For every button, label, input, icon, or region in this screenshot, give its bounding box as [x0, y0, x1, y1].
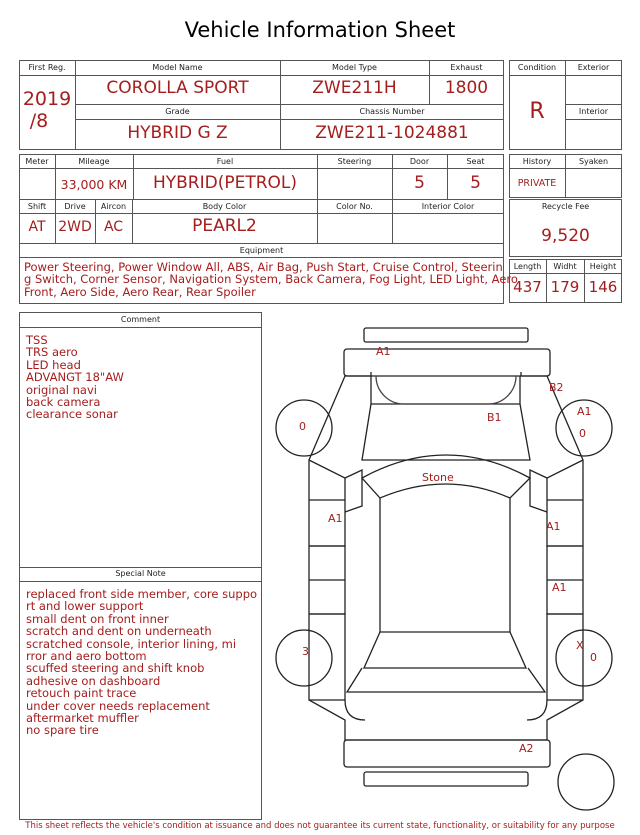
mark-right-front-wheel-b: 0	[579, 427, 586, 440]
mark-right-rear-door: A1	[552, 581, 567, 594]
equipment-line: Power Steering, Power Window All, ABS, Air Bag, Push Start, Cruise Control, Steerin	[24, 260, 503, 274]
equipment-line: g Switch, Corner Sensor, Navigation System, Back Camera, Fog Light, LED Light, Aero	[24, 272, 518, 287]
special-note-line: no spare tire	[26, 723, 99, 738]
model-type-label: Model Type	[332, 63, 377, 72]
grade-value: HYBRID G Z	[127, 123, 228, 143]
special-note-line: rt and lower support	[26, 599, 144, 614]
special-note-line: retouch paint trace	[26, 686, 137, 701]
comment-line: ADVANGT 18"AW	[26, 370, 124, 385]
aircon-value: AC	[103, 219, 124, 235]
seat-label: Seat	[466, 157, 485, 166]
fuel-label: Fuel	[216, 157, 234, 166]
comment-line: clearance sonar	[26, 407, 118, 422]
syaken-label: Syaken	[578, 157, 609, 166]
interior-color-label: Interior Color	[421, 202, 475, 211]
special-note-line: scratch and dent on underneath	[26, 624, 212, 639]
meter-label: Meter	[25, 157, 49, 166]
equipment-line: Front, Aero Side, Aero Rear, Rear Spoiler	[24, 284, 256, 299]
comment-line: TRS aero	[26, 345, 78, 360]
special-note-line: scratched console, interior lining, mi	[26, 636, 237, 651]
mileage-value: 33,000 KM	[60, 177, 128, 192]
chassis-label: Chassis Number	[359, 107, 425, 116]
door-value: 5	[414, 173, 425, 193]
comment-text	[26, 334, 124, 421]
history-label: History	[522, 157, 552, 166]
height-label: Height	[589, 262, 617, 271]
mark-left-rear-wheel: 3	[302, 645, 309, 658]
mark-right-front-wheel-a: A1	[577, 405, 592, 418]
special-note-line: adhesive on dashboard	[26, 673, 161, 688]
model-name-value: COROLLA SPORT	[106, 78, 249, 98]
special-note-text	[26, 588, 257, 737]
special-note-line: rror and aero bottom	[26, 649, 147, 664]
special-note-line: small dent on front inner	[26, 611, 169, 626]
shift-value: AT	[28, 219, 46, 235]
first-reg-month: /8	[29, 110, 49, 132]
mark-left-front-door: A1	[328, 512, 343, 525]
comment-line: TSS	[26, 333, 48, 347]
special-note-line: aftermarket muffler	[26, 711, 139, 726]
model-type-value: ZWE211H	[312, 78, 397, 98]
exterior-label: Exterior	[577, 63, 610, 72]
width-label: Widht	[553, 262, 577, 271]
fuel-value: HYBRID(PETROL)	[152, 173, 298, 193]
model-name-label: Model Name	[152, 63, 203, 72]
first-reg-year: 2019	[22, 88, 72, 110]
mark-left-front-wheel: 0	[299, 420, 306, 433]
chassis-value: ZWE211-1024881	[315, 123, 469, 143]
mark-right-front-door: A1	[546, 520, 561, 533]
special-note-label: Special Note	[115, 569, 166, 578]
mark-roof: Stone	[422, 471, 454, 484]
comment-label: Comment	[120, 315, 161, 324]
steering-label: Steering	[337, 157, 372, 166]
mark-hood: B1	[487, 411, 502, 424]
aircon-label: Aircon	[100, 202, 127, 211]
width-value: 179	[550, 278, 580, 296]
height-value: 146	[588, 278, 618, 296]
recycle-fee-value: 9,520	[541, 226, 590, 246]
comment-line: LED head	[26, 357, 81, 372]
exhaust-label: Exhaust	[450, 63, 483, 72]
disclaimer-footer: This sheet reflects the vehicle's condition at issuance and does not guarantee its current state, functionality, or suitability for any purpose	[25, 821, 615, 831]
first-reg-label: First Reg.	[28, 63, 66, 72]
interior-label: Interior	[578, 107, 609, 116]
door-label: Door	[409, 157, 430, 166]
equipment-text	[24, 260, 518, 299]
body-color-label: Body Color	[202, 202, 247, 211]
length-label: Length	[513, 262, 542, 271]
grade-label: Grade	[165, 107, 190, 116]
history-value: PRIVATE	[517, 178, 557, 189]
recycle-fee-label: Recycle Fee	[541, 202, 590, 211]
length-value: 437	[513, 278, 542, 296]
color-no-label: Color No.	[336, 202, 373, 211]
mark-right-rear-wheel-a: X	[576, 639, 584, 652]
comment-line: back camera	[26, 395, 101, 410]
mark-rear-bumper: A2	[519, 742, 534, 755]
drive-value: 2WD	[58, 219, 92, 235]
mark-front-bumper: A1	[376, 345, 391, 358]
comment-line: original navi	[26, 382, 97, 397]
page-title: Vehicle Information Sheet	[184, 18, 456, 42]
body-color-value: PEARL2	[192, 216, 257, 236]
exhaust-value: 1800	[444, 78, 489, 98]
special-note-line: under cover needs replacement	[26, 698, 210, 713]
special-note-line: replaced front side member, core suppo	[26, 587, 258, 601]
mark-front-right-fender: B2	[549, 381, 564, 394]
seat-value: 5	[470, 173, 481, 193]
drive-label: Drive	[64, 202, 86, 211]
special-note-line: scuffed steering and shift knob	[26, 661, 205, 676]
condition-label: Condition	[517, 63, 557, 72]
mileage-label: Mileage	[78, 157, 110, 166]
equipment-label: Equipment	[239, 246, 284, 255]
mark-right-rear-wheel-b: 0	[590, 651, 597, 664]
condition-value: R	[529, 99, 545, 124]
car-damage-diagram	[265, 322, 625, 822]
shift-label: Shift	[27, 202, 47, 211]
